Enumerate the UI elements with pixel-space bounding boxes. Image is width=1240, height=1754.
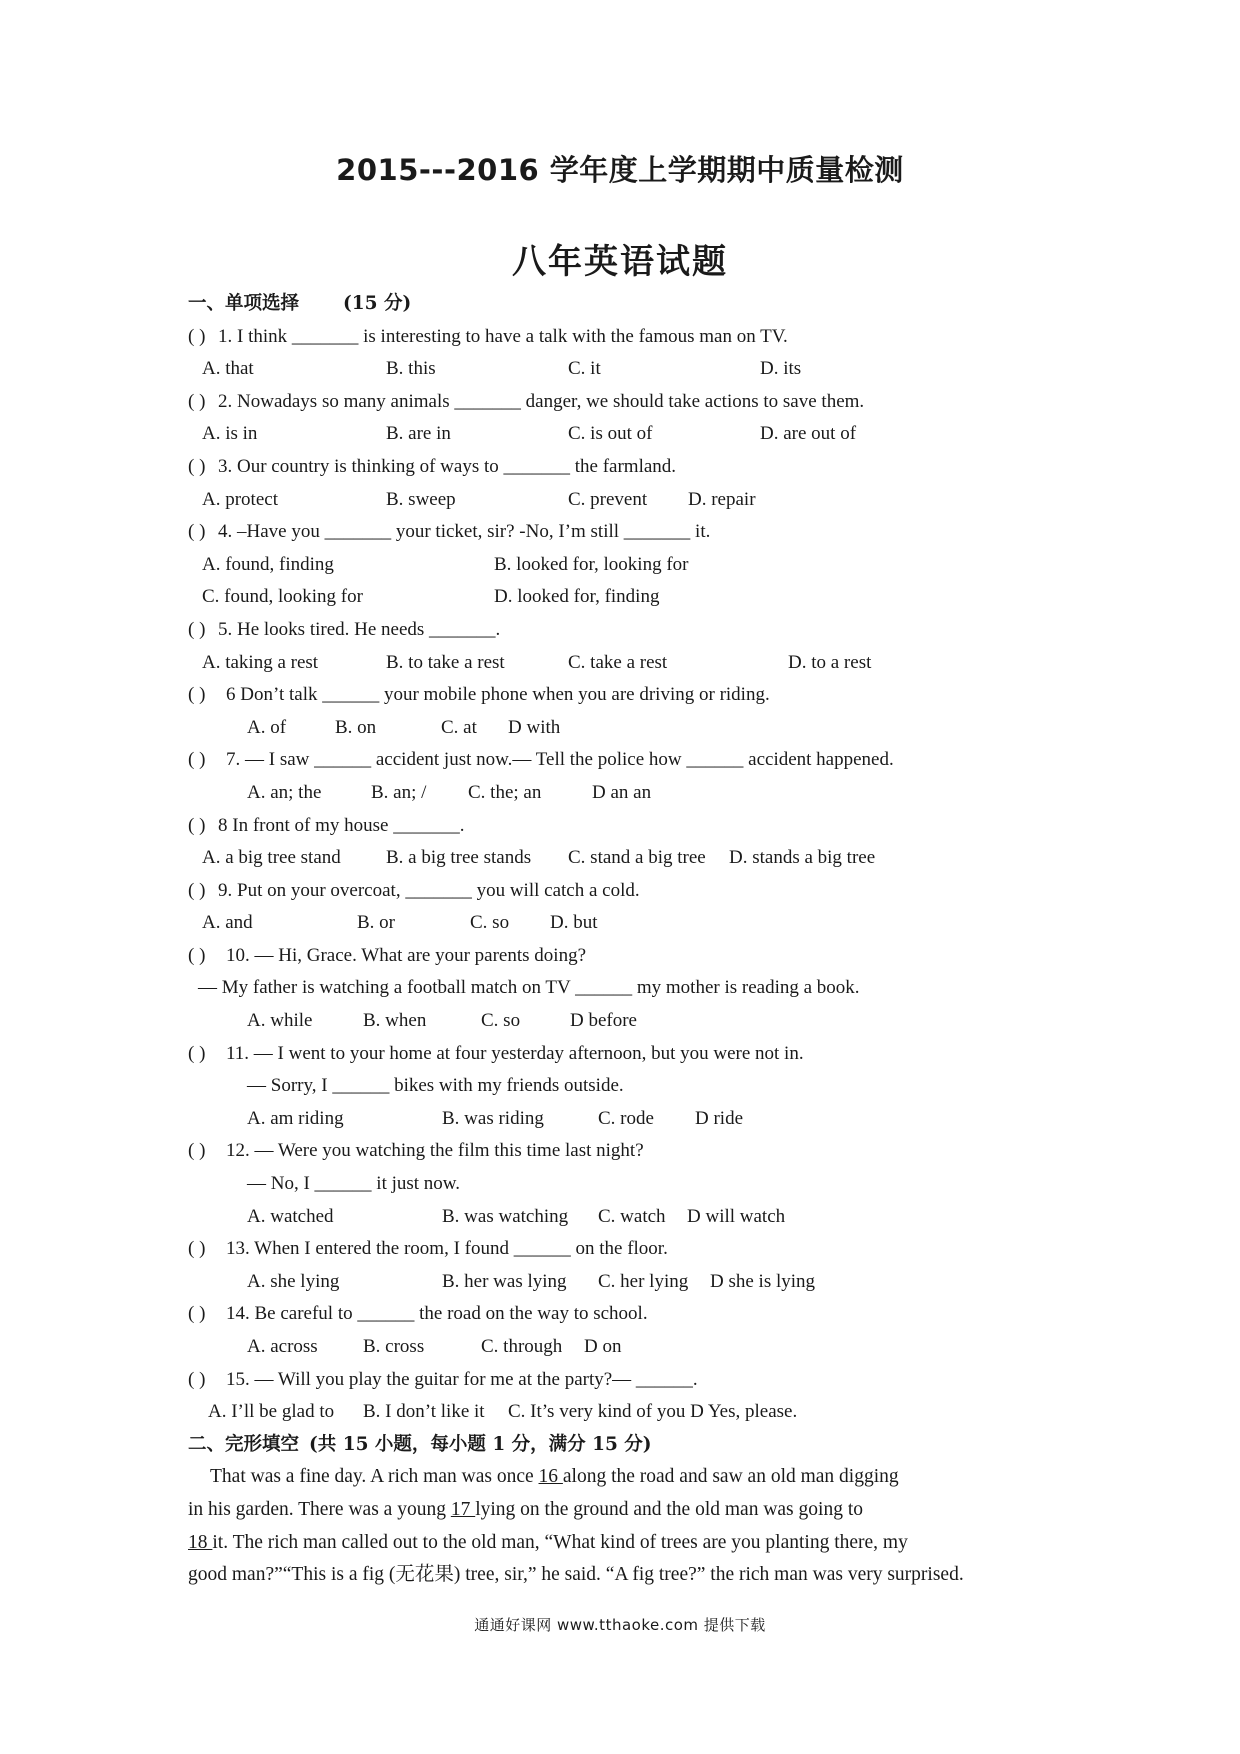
question-12-line2: — No, I ______ it just now. [247,1173,461,1195]
option-d[interactable]: D. but [550,912,598,934]
option-b[interactable]: B. are in [386,423,451,445]
option-d[interactable]: D she is lying [710,1270,816,1292]
question-10-line2: — My father is watching a football match on TV ______ my mother is reading a book. [198,977,860,999]
passage-text: That was a fine day. A rich man was once [210,1466,539,1488]
option-a[interactable]: A. watched [247,1205,334,1227]
option-a[interactable]: A. am riding [247,1107,344,1129]
answer-paren[interactable]: ( ) [188,1303,206,1325]
option-d[interactable]: D. stands a big tree [729,847,876,869]
passage-text: it. The rich man called out to the old man, “What kind of trees are you planting there, my [212,1531,908,1553]
question-text: 1. I think _______ is interesting to have a talk with the famous man on TV. [218,325,788,347]
option-a[interactable]: A. found, finding [202,553,334,575]
section-heading-2 [188,1429,1068,1462]
question-text: 9. Put on your overcoat, _______ you will catch a cold. [218,879,640,901]
option-c[interactable]: C. the; an [468,781,542,803]
option-c[interactable]: C. stand a big tree [568,847,706,869]
question-14 [188,1298,1068,1331]
option-d[interactable]: D with [508,716,561,738]
question-8 [188,810,1068,843]
question-11-line2: — Sorry, I ______ bikes with my friends outside. [247,1075,624,1097]
option-d[interactable]: D on [584,1336,622,1357]
cloze-passage [188,1461,1060,1591]
option-c[interactable]: C. it [568,358,601,380]
question-text: 6 Don’t talk ______ your mobile phone when you are driving or riding. [226,684,770,706]
option-c[interactable]: C. so [481,1010,521,1032]
options-row [188,353,1068,386]
option-c[interactable]: C. her lying [598,1270,689,1292]
question-9 [188,875,1068,908]
option-a[interactable]: A. of [247,716,287,738]
option-b[interactable]: B. on [335,716,377,738]
option-b[interactable]: B. to take a rest [386,651,505,673]
options-row [188,418,1068,451]
answer-paren[interactable]: ( ) [188,390,206,412]
question-text: 13. When I entered the room, I found ______ on the floor. [226,1238,668,1260]
option-b[interactable]: B. sweep [386,488,456,510]
options-row [188,777,1068,810]
question-12 [188,1135,1068,1168]
question-text: 4. –Have you _______ your ticket, sir? -No, I’m still _______ it. [218,521,711,543]
section-label: 一、单项选择 [188,293,300,314]
passage-text: lying on the ground and the old man was going to [475,1498,863,1520]
answer-paren[interactable]: ( ) [188,521,206,543]
option-a[interactable]: A. she lying [247,1270,340,1292]
option-d[interactable]: D. are out of [760,423,857,445]
option-c[interactable]: C. found, looking for [202,586,363,608]
section-points: (共 15 小题，每小题 1 分，满分 15 分) [309,1433,652,1455]
answer-paren[interactable]: ( ) [188,325,206,347]
option-d[interactable]: D ride [695,1107,744,1129]
question-6 [188,679,1068,712]
option-c[interactable]: C. watch [598,1205,666,1227]
question-text: 15. — Will you play the guitar for me at the party?— ______. [226,1368,698,1390]
answer-paren[interactable]: ( ) [188,944,206,966]
option-c[interactable]: C. so [470,912,510,934]
question-text: 8 In front of my house _______. [218,814,465,836]
question-1 [188,321,1068,354]
option-d[interactable]: D. its [760,358,802,380]
option-d[interactable]: D an an [592,781,652,803]
question-text: 11. — I went to your home at four yesterday afternoon, but you were not in. [226,1042,804,1064]
passage-text: in his garden. There was a young [188,1498,451,1520]
section-heading-1 [188,288,1068,321]
options-row [188,484,1068,517]
options-row [188,1005,1068,1038]
options-row [188,1103,1068,1136]
question-text: 12. — Were you watching the film this time last night? [226,1140,644,1162]
answer-paren[interactable]: ( ) [188,1238,206,1260]
exam-content [188,288,1068,1592]
option-b[interactable]: B. her was lying [442,1270,567,1292]
options-row [188,549,1068,582]
answer-paren[interactable]: ( ) [188,455,206,477]
passage-line: good man?”“This is a fig (无花果) tree, sir,” he said. “A fig tree?” the rich man was very surprised. [188,1564,964,1586]
question-10 [188,940,1068,973]
option-a[interactable]: A. that [202,358,254,380]
options-row [188,907,1068,940]
footer-credit: 通通好课网 www.tthaoke.com 提供下载 [474,1616,766,1634]
option-a[interactable]: A. protect [202,488,278,510]
answer-paren[interactable]: ( ) [188,1140,206,1162]
question-text: 2. Nowadays so many animals _______ danger, we should take actions to save them. [218,390,865,412]
option-b[interactable]: B. this [386,358,436,380]
option-c[interactable]: C. at [441,716,477,738]
option-c[interactable]: C. is out of [568,423,653,445]
option-d[interactable]: D before [570,1010,637,1032]
blank-18[interactable]: 18 [188,1531,213,1553]
question-13 [188,1233,1068,1266]
option-b[interactable]: B. cross [363,1336,425,1357]
option-b[interactable]: B. was watching [442,1205,569,1227]
passage-text: along the road and saw an old man digging [562,1466,899,1488]
option-d[interactable]: D will watch [687,1205,786,1227]
section-points: (15 分) [343,293,412,314]
option-a[interactable]: A. an; the [247,781,322,803]
answer-paren[interactable]: ( ) [188,618,206,640]
exam-subtitle: 八年英语试题 [512,242,728,282]
option-b[interactable]: B. I don’t like it [363,1401,485,1423]
option-c[interactable]: C. through [481,1336,563,1357]
answer-paren[interactable]: ( ) [188,1368,206,1390]
question-text: 10. — Hi, Grace. What are your parents doing? [226,944,586,966]
option-d[interactable]: D. repair [688,488,756,510]
option-d[interactable]: D. looked for, finding [494,586,660,608]
option-c[interactable]: C. rode [598,1107,654,1129]
question-text: 5. He looks tired. He needs _______. [218,618,501,640]
question-text: 14. Be careful to ______ the road on the way to school. [226,1303,648,1325]
options-row [188,581,1068,614]
option-a[interactable]: A. a big tree stand [202,847,341,869]
question-15 [188,1364,1068,1397]
option-b[interactable]: B. an; / [371,781,427,803]
option-c[interactable]: C. take a rest [568,651,668,673]
answer-paren[interactable]: ( ) [188,814,206,836]
question-7 [188,744,1068,777]
question-text: 3. Our country is thinking of ways to _______ the farmland. [218,455,677,477]
answer-paren[interactable]: ( ) [188,749,206,771]
passage-line [188,1461,1060,1494]
exam-title: 2015---2016 学年度上学期期中质量检测 [336,153,904,187]
question-2 [188,386,1068,419]
option-a[interactable]: A. taking a rest [202,651,319,673]
option-a[interactable]: A. across [247,1336,318,1357]
options-row [188,1331,1068,1364]
option-a[interactable]: A. I’ll be glad to [208,1401,335,1423]
answer-paren[interactable]: ( ) [188,1042,206,1064]
options-row [188,1201,1068,1234]
passage-line [188,1527,1060,1560]
option-a[interactable]: A. while [247,1010,313,1032]
option-a[interactable]: A. is in [202,423,258,445]
option-c[interactable]: C. prevent [568,488,648,510]
options-row [188,712,1068,745]
blank-17[interactable]: 17 [450,1498,476,1520]
option-b[interactable]: B. when [363,1010,427,1032]
option-b[interactable]: B. a big tree stands [386,847,532,869]
options-row [188,1266,1068,1299]
answer-paren[interactable]: ( ) [188,879,206,901]
passage-line [188,1494,1060,1527]
option-d[interactable]: D. to a rest [788,651,872,673]
options-row [188,1396,1068,1429]
question-text: 7. — I saw ______ accident just now.— Tell the police how ______ accident happened. [226,749,894,771]
question-3 [188,451,1068,484]
option-b[interactable]: B. or [357,912,395,934]
blank-16[interactable]: 16 [538,1466,563,1488]
section-label: 二、完形填空 [188,1433,300,1455]
answer-paren[interactable]: ( ) [188,684,206,706]
question-11 [188,1038,1068,1071]
option-c[interactable]: C. It’s very kind of you D Yes, please. [508,1401,798,1423]
question-5 [188,614,1068,647]
question-4 [188,516,1068,549]
options-row [188,842,1068,875]
option-a[interactable]: A. and [202,912,253,934]
option-b[interactable]: B. was riding [442,1107,544,1129]
options-row [188,647,1068,680]
option-b[interactable]: B. looked for, looking for [494,553,689,575]
